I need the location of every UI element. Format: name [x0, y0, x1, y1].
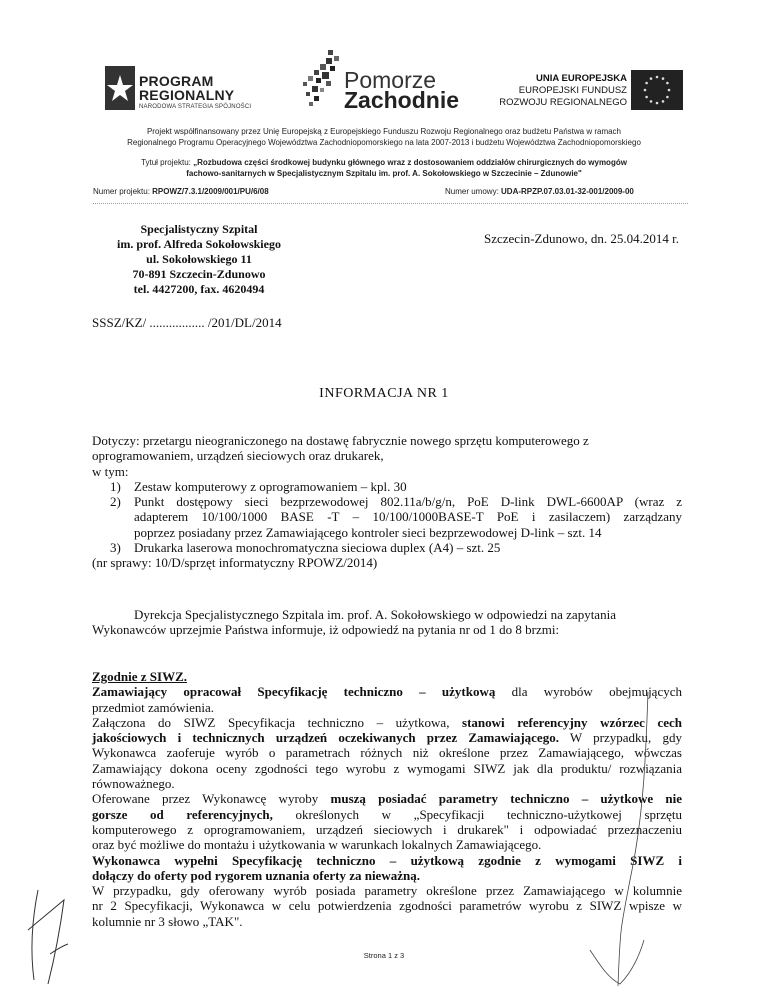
p1-bold: Zamawiający opracował Specyfikację techniczno – użytkową: [92, 684, 496, 700]
eu-logo: [498, 70, 683, 112]
contract-number-label: Numer umowy:: [445, 187, 499, 196]
program-title-line2: REGIONALNY: [139, 87, 235, 103]
eu-line1: UNIA EUROPEJSKA: [536, 73, 627, 84]
subject-line3: w tym:: [92, 463, 129, 479]
project-title-label: Tytuł projektu:: [141, 158, 191, 167]
project-title-line1: „Rozbudowa części środkowej budynku głównego wraz z dostosowaniem oddziałów chirurgicznych do wymogów: [193, 158, 627, 167]
p4-line2: dołączy do oferty pod rygorem uznania oferty za nieważną.: [92, 867, 420, 883]
document-title: INFORMACJA NR 1: [319, 386, 449, 401]
list-item: [92, 494, 682, 540]
project-number-label: Numer projektu:: [93, 187, 150, 196]
list-item-text-line1: Punkt dostępowy sieci bezprzewodowej 802.11a/b/g/n, PoE D-link DWL-6600AP (wraz z: [134, 494, 682, 510]
cofinance-line2: Regionalnego Programu Operacyjnego Województwa Zachodniopomorskiego na lata 2007-2013 i budżetu Województwa Zachodniopomorskiego: [127, 138, 641, 147]
initials-signature-icon: [20, 870, 80, 990]
p3-b: muszą posiadać parametry techniczno – użytkowe nie: [330, 791, 683, 807]
list-item-number: 3): [110, 540, 121, 556]
sender-line5: tel. 4427200, fax. 4620494: [133, 282, 265, 296]
list-item-number: 2): [110, 494, 121, 510]
mosaic-emblem-icon: [300, 48, 342, 108]
zachodnie-text: Zachodnie: [344, 87, 460, 113]
section-heading: Zgodnie z SIWZ.: [92, 669, 187, 684]
eu-flag-icon: [631, 70, 683, 110]
project-title-line2: fachowo-sanitarnych w Specjalistycznym Szpitalu im. prof. A. Sokołowskiego w Szczecinie – Zdunowie": [186, 169, 582, 178]
p5-line1: W przypadku, gdy oferowany wyrób posiada parametry określone przez Zamawiającego w kolumnie: [92, 883, 682, 899]
list-item: [92, 479, 682, 494]
p2-a: Załączona do SIWZ Specyfikacja techniczno – użytkowa,: [92, 714, 463, 730]
pen-margin-mark-icon: [560, 690, 690, 990]
list-item-text-line3: poprzez posiadany przez Zamawiającego kontroler sieci bezprzewodowej D-link – szt. 14: [134, 524, 602, 540]
list-item-text: Zestaw komputerowy z oprogramowaniem – kpl. 30: [134, 478, 407, 494]
sender-line4: 70-891 Szczecin-Zdunowo: [132, 267, 266, 281]
p1-line2: przedmiot zamówienia.: [92, 699, 215, 715]
p3-line2-bold: gorsze od referencyjnych,: [92, 806, 273, 822]
p3-line2-rest: określonych w „Specyfikacji techniczno-użytkowej sprzętu: [272, 806, 682, 822]
p2-line3: Wykonawca zaoferuje wyrób o parametrach różnych niż określone przez Zamawiającego, wówczas: [92, 745, 682, 761]
sender-line1: Specjalistyczny Szpital: [140, 222, 258, 236]
sender-address: [90, 222, 308, 297]
p2-line5: równoważnego.: [92, 776, 175, 792]
reference-number: SSSZ/KZ/ ................. /201/DL/2014: [92, 315, 282, 330]
p2-line4: Zamawiający dokona oceny zgodności tego wyrobu z wymogami SIWZ jak dla produktu/ rozwiązania: [92, 760, 682, 776]
eu-line3: ROZWOJU REGIONALNEGO: [499, 97, 627, 108]
program-title-line1: PROGRAM: [139, 73, 214, 89]
header-divider: [93, 203, 688, 204]
list-item: [92, 540, 682, 555]
subject-line2: oprogramowaniem, urządzeń sieciowych oraz drukarek,: [92, 448, 384, 464]
subject-line1: Dotyczy: przetargu nieograniczonego na dostawę fabrycznie nowego sprzętu komputerowego z: [92, 433, 589, 448]
p2-b: stanowi referencyjny wzórzec cech: [462, 714, 682, 730]
sender-line2: im. prof. Alfreda Sokołowskiego: [117, 237, 281, 251]
pomorze-zachodnie-logo: [300, 48, 460, 113]
intro-paragraph: [92, 607, 682, 638]
p1-rest: dla wyrobów obejmujących: [495, 684, 682, 700]
program-regionalny-logo: [105, 66, 275, 112]
page-number: Strona 1 z 3: [363, 951, 405, 960]
intro-line1: Dyrekcja Specjalistycznego Szpitala im. prof. A. Sokołowskiego w odpowiedzi na zapytania: [134, 607, 616, 622]
eu-line2: EUROPEJSKI FUNDUSZ: [518, 85, 627, 96]
cofinance-line1: Projekt współfinansowany przez Unię Europejską z Europejskiego Funduszu Rozwoju Regionalnego oraz budżetu Państwa w ramach: [146, 127, 622, 136]
subject-block: [92, 433, 682, 571]
project-number: RPOWZ/7.3.1/2009/001/PU/6/08: [152, 187, 269, 196]
contract-number: UDA-RPZP.07.03.01-32-001/2009-00: [501, 187, 634, 196]
p2-line2-bold: jakościowych i technicznych urządzeń oczekiwanych przez Zamawiającego.: [92, 730, 559, 746]
list-item-text-line2: adapterem 10/100/1000 BASE -T – 10/100/1000BASE-T PoE i zasilaczem) zarządzany: [134, 509, 682, 525]
star-emblem-icon: [105, 66, 135, 110]
sender-line3: ul. Sokołowskiego 11: [146, 252, 252, 266]
p5-line2: nr 2 Specyfikacji, Wykonawca w celu potwierdzenia zgodności parametrów wyrobu z SIWZ wpisze w: [92, 898, 682, 914]
place-date: Szczecin-Zdunowo, dn. 25.04.2014 r.: [484, 231, 679, 246]
p3-a: Oferowane przez Wykonawcę wyroby: [92, 791, 331, 807]
intro-line2: Wykonawców uprzejmie Państwa informuje, iż odpowiedź na pytania nr od 1 do 8 brzmi:: [92, 622, 560, 638]
case-number: (nr sprawy: 10/D/sprzęt informatyczny RPOWZ/2014): [92, 555, 378, 571]
list-item-text: Drukarka laserowa monochromatyczna sieciowa duplex (A4) – szt. 25: [134, 540, 501, 556]
list-item-number: 1): [110, 478, 121, 494]
pomorze-text: Pomorze: [344, 67, 437, 93]
p3-line4: oraz być możliwe do montażu i użytkowania w warunkach lokalnych Zamawiającego.: [92, 837, 542, 853]
program-subtitle: NARODOWA STRATEGIA SPÓJNOŚCI: [139, 104, 252, 110]
p3-line3: komputerowego z oprogramowaniem, urządzeń sieciowych i drukarek" i odpowiadać przeznaczeniu: [92, 821, 682, 837]
p2-line2-rest: W przypadku, gdy: [558, 730, 683, 746]
p4-line1: Wykonawca wypełni Specyfikację techniczno – użytkową zgodnie z wymogami SIWZ i: [92, 852, 682, 868]
p5-line3: kolumnie nr 3 słowo „TAK".: [92, 913, 243, 929]
